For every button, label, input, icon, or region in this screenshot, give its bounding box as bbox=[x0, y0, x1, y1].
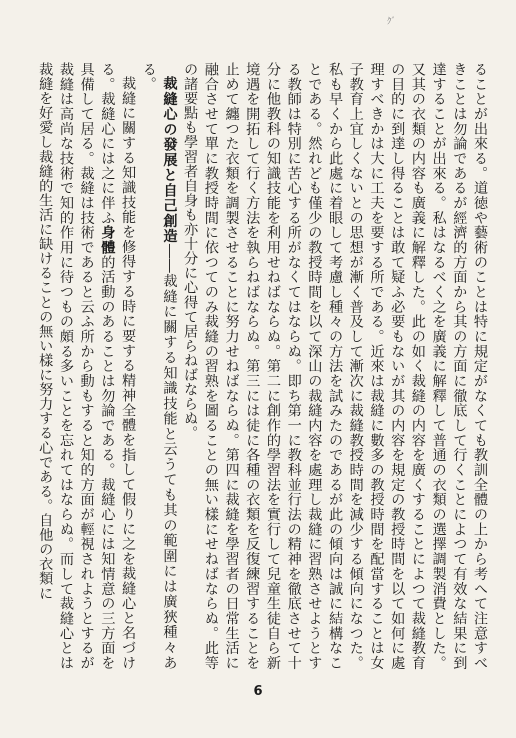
paragraph bbox=[179, 62, 490, 670]
bold-text: 身體 bbox=[99, 225, 116, 255]
body-text: 裁縫に關する知識技能を修得する時に要する精神全體を指して假りに之を裁縫心と名づける。裁縫心には之に伴ふ bbox=[99, 62, 137, 670]
body-text: ることが出來る。道徳や藝術のことは特に規定がなくても教訓全體の上から考へて注意すべきことは勿論であるが經濟的方面から其の方面に徹底して行くことによつて有效な結果に到達することが出來る。私はなるべく之を廣義に解釋して普通の衣類の選擇調製消費とした。又其の衣類の内容も廣義に解釋した。此の如く裁縫の内容を廣くすることによつて裁縫教育の目的に到達し得ることは敢て疑ふ必要もないが其の内容を規定の教授時間を以て如何に處理すべきかは大に工夫を要する所である。近來は裁縫に數多の教授時間を配當することは女子教育上宜しくないとの思想が漸く普及して漸次に裁縫教授時間を減少する傾向になつた。私も早くから此處に着眼して考慮し種々の方法を試みたのであるが此の傾向は誠に結構なことである。然れども僅少の教授時間を以て深山の裁縫内容を處理し裁縫に習熟させようとする教師は特別に苦心する所がなくてはならぬ。即ち第一に教科並行法の精神を徹底させて十分に他教科の知識技能を利用せねばならぬ。第二に創作的學習法を實行して兒童生徒自ら新境遇を開拓して行く方法を執らねばならぬ。第三には徒に各種の衣類を反復練習することを止めて纏つた衣類を調製させることに努力せねばならぬ。第四に裁縫を學習者の日常生活に融合させて單に教授時間に依つてのみ裁縫の習熟を圖ることの無い樣にせねばならぬ。此等の諸要點も學習者自身も亦十分に心得て居らねばならぬ。 bbox=[182, 62, 488, 670]
scan-speck: ｸﾞ bbox=[386, 17, 396, 27]
paragraph bbox=[35, 62, 139, 670]
page-number: 6 bbox=[253, 684, 263, 699]
body-text: 的活動のあることは勿論である。裁縫心には知情意の三方面を具備して居る。裁縫は技術であると云ふ所から動もすると知的方面が輕視されようとするが裁縫は高尚な技術で知的作用に待つもの頗る多いことを忘れてはならぬ。而して裁縫心とは裁縫を好愛し裁縫的生活に缺けることの無い樣に努力する心である。自他の衣類に bbox=[37, 62, 116, 670]
bold-text: 裁縫心の發展と自己創造 bbox=[161, 76, 178, 245]
body-text: ――裁縫に關する知識技能と云うても其の範圍には廣狹種々ある。 bbox=[140, 62, 178, 670]
vertical-text-body bbox=[18, 62, 490, 670]
paragraph bbox=[138, 62, 179, 670]
